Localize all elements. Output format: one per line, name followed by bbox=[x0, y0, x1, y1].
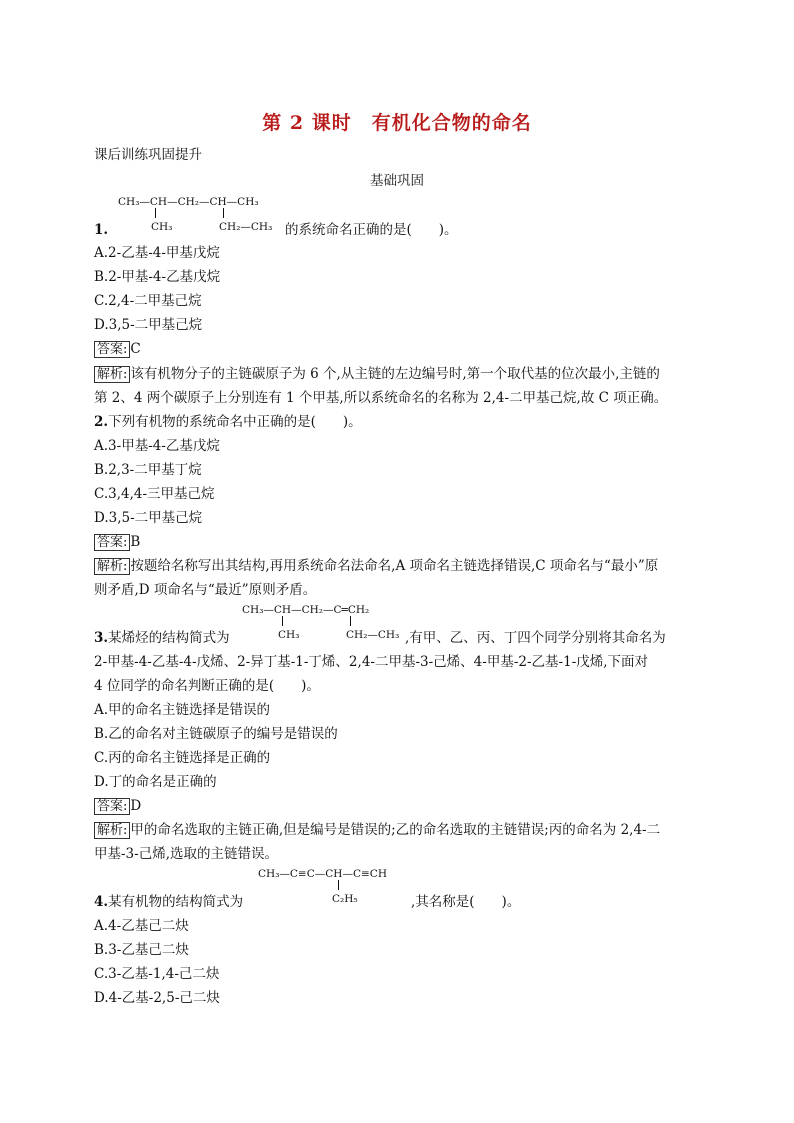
q1-formula-main: CH₃—CH—CH₂—CH—CH₃ bbox=[118, 196, 259, 208]
q4-stem-pre: 某有机物的结构简式为 bbox=[108, 894, 244, 910]
q1-stem: 的系统命名正确的是( )。 bbox=[285, 222, 458, 238]
q3-stem-start bbox=[94, 629, 230, 647]
q3-bond-2 bbox=[350, 616, 351, 626]
q3-answer bbox=[94, 797, 141, 815]
answer-value: C bbox=[130, 341, 141, 357]
q2-stem-line bbox=[94, 413, 362, 431]
q4-option-b: B.3-乙基己二炔 bbox=[94, 942, 189, 958]
q1-answer bbox=[94, 340, 141, 358]
q1-analysis-line-2: 第 2、4 两个碳原子上分别连有 1 个甲基,所以系统命名的名称为 2,4-二甲基己烷,故 C 项正确。 bbox=[94, 390, 668, 406]
q4-stem-start bbox=[94, 893, 243, 911]
q1-option-b: B.2-甲基-4-乙基戊烷 bbox=[94, 269, 221, 285]
q2-option-a: A.3-甲基-4-乙基戊烷 bbox=[94, 438, 220, 454]
q3-option-c: C.丙的命名主链选择是正确的 bbox=[94, 750, 271, 766]
q3-formula-sub1: CH₃ bbox=[278, 629, 300, 641]
analysis-label: 解析: bbox=[94, 558, 130, 575]
q1-bond-2 bbox=[223, 208, 224, 218]
q2-analysis bbox=[94, 557, 658, 575]
q4-option-a: A.4-乙基己二炔 bbox=[94, 918, 189, 934]
q4-number: 4. bbox=[94, 894, 109, 910]
answer-label: 答案: bbox=[94, 341, 130, 358]
q1-option-a: A.2-乙基-4-甲基戊烷 bbox=[94, 245, 220, 261]
q3-number: 3. bbox=[94, 630, 109, 646]
q2-option-d: D.3,5-二甲基己烷 bbox=[94, 510, 203, 526]
q2-option-b: B.2,3-二甲基丁烷 bbox=[94, 462, 202, 478]
q3-stem-line-3: 4 位同学的命名判断正确的是( )。 bbox=[94, 678, 320, 694]
q1-number: 1. bbox=[94, 222, 109, 238]
q2-answer bbox=[94, 533, 140, 551]
q4-option-c: C.3-乙基-1,4-己二炔 bbox=[94, 966, 220, 982]
q1-option-d: D.3,5-二甲基己烷 bbox=[94, 317, 203, 333]
q3-bond-1 bbox=[282, 616, 283, 626]
q3-formula-sub2: CH₂—CH₃ bbox=[346, 629, 400, 641]
analysis-label: 解析: bbox=[94, 822, 130, 839]
subsection-heading: 基础巩固 bbox=[370, 173, 424, 189]
q4-formula-main: CH₃—C≡C—CH—C≡CH bbox=[258, 868, 387, 880]
answer-label: 答案: bbox=[94, 798, 130, 815]
q2-stem: 下列有机物的系统命名中正确的是( )。 bbox=[108, 414, 362, 430]
answer-value: B bbox=[130, 534, 141, 550]
q1-bond-1 bbox=[155, 208, 156, 218]
q4-formula-sub1: C₂H₅ bbox=[332, 893, 358, 905]
analysis-label: 解析: bbox=[94, 366, 130, 383]
answer-value: D bbox=[130, 798, 142, 814]
q4-stem-post: ,其名称是( )。 bbox=[411, 894, 521, 910]
q2-number: 2. bbox=[94, 414, 109, 430]
q4-option-d: D.4-乙基-2,5-己二炔 bbox=[94, 990, 220, 1006]
q3-option-a: A.甲的命名主链选择是错误的 bbox=[94, 702, 271, 718]
q1-analysis bbox=[94, 365, 660, 383]
q3-analysis bbox=[94, 821, 660, 839]
q2-option-c: C.3,4,4-三甲基己烷 bbox=[94, 486, 215, 502]
q3-option-d: D.丁的命名是正确的 bbox=[94, 774, 217, 790]
section-heading: 课后训练巩固提升 bbox=[94, 147, 202, 163]
q3-stem-pre: 某烯烃的结构简式为 bbox=[108, 630, 230, 646]
q2-analysis-line-2: 则矛盾,D 项命名与“最近”原则矛盾。 bbox=[94, 582, 317, 598]
q1-formula-sub2: CH₂—CH₃ bbox=[219, 221, 273, 233]
q4-bond-1 bbox=[338, 880, 339, 890]
answer-label: 答案: bbox=[94, 534, 130, 551]
q3-stem-line-2: 2-甲基-4-乙基-4-戊烯、2-异丁基-1-丁烯、2,4-二甲基-3-己烯、4-甲基-2-乙基-1-戊烯,下面对 bbox=[94, 654, 649, 670]
page-title: 第 2 课时 有机化合物的命名 bbox=[262, 112, 532, 134]
q3-formula-main: CH₃—CH—CH₂—C═CH₂ bbox=[242, 604, 370, 616]
q1-formula-sub1: CH₃ bbox=[151, 221, 173, 233]
q3-stem-post: ,有甲、乙、丙、丁四个同学分别将其命名为 bbox=[405, 630, 666, 646]
analysis-line-1: 甲的命名选取的主链正确,但是编号是错误的;乙的命名选取的主链错误;丙的命名为 2,4-二 bbox=[130, 822, 661, 838]
analysis-line-1: 按题给名称写出其结构,再用系统命名法命名,A 项命名主链选择错误,C 项命名与“最小”原 bbox=[130, 558, 659, 574]
q1-option-c: C.2,4-二甲基己烷 bbox=[94, 293, 202, 309]
q3-analysis-line-2: 甲基-3-己烯,选取的主链错误。 bbox=[94, 846, 279, 862]
analysis-line-1: 该有机物分子的主链碳原子为 6 个,从主链的左边编号时,第一个取代基的位次最小,主链的 bbox=[130, 366, 660, 382]
q3-option-b: B.乙的命名对主链碳原子的编号是错误的 bbox=[94, 726, 338, 742]
